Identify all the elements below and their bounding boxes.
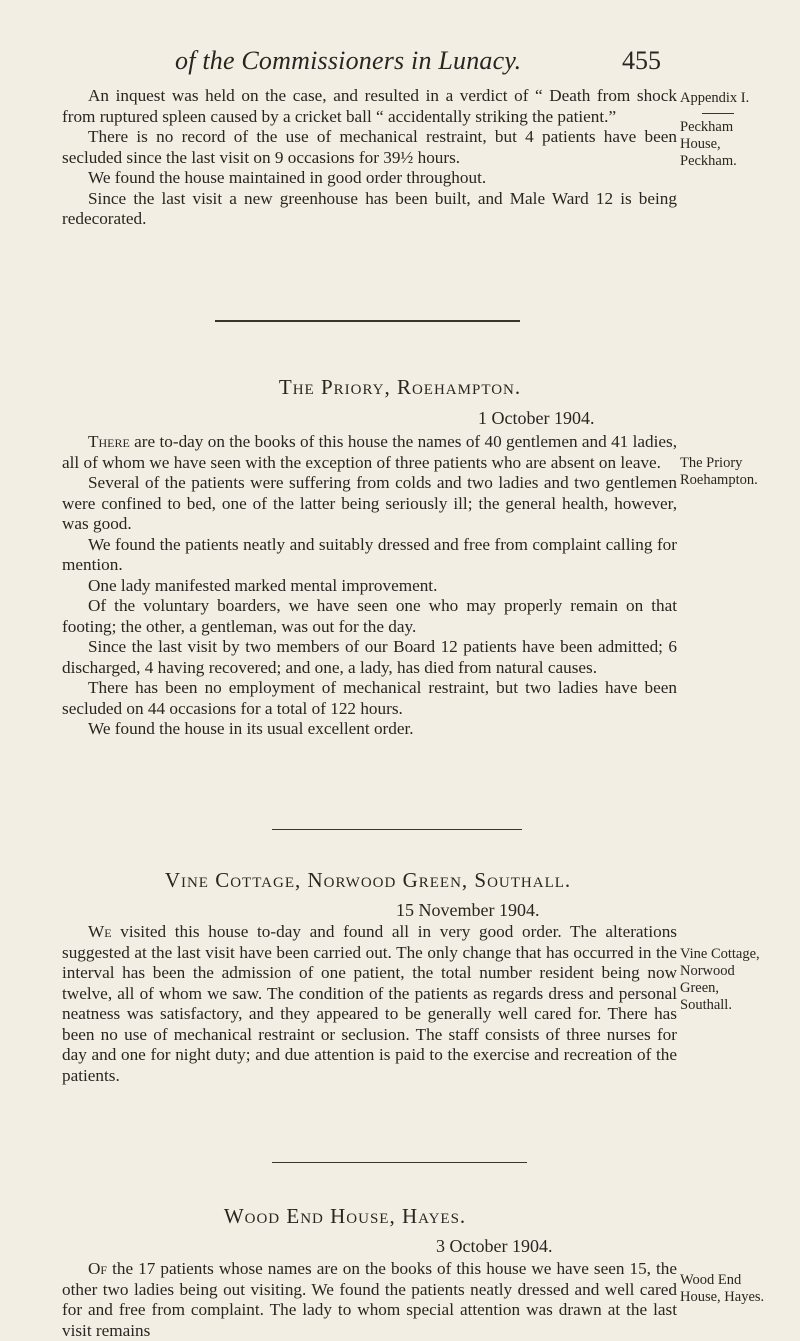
margin-note: Wood End bbox=[680, 1272, 742, 1288]
section-priory-margin bbox=[680, 455, 798, 489]
paragraph-text: visited this house to-day and found all in very good order. The alterations suggested at the last visit have been carried out. The only change that has occurred in the interval has been the admission of one patient, the total number resident being now twelve, all of whom we saw. The condition of the patients as regards dress and personal neatness was satisfactory, and they appeared to be generally well cared for. There has been no use of mechanical restraint or seclusion. The staff consists of three nurses for day and one for night duty; and due attention is paid to the exercise and recreation of the patients. bbox=[62, 922, 677, 1085]
section-peckham-margin bbox=[680, 90, 798, 170]
margin-note: Roehampton. bbox=[680, 472, 758, 488]
section-priory-body bbox=[62, 432, 677, 740]
section-peckham-body bbox=[62, 86, 677, 230]
section-divider bbox=[272, 1162, 527, 1163]
margin-note: Green, bbox=[680, 980, 720, 996]
running-title: of the Commissioners in Lunacy. bbox=[175, 46, 522, 75]
section-title-vine-cottage: Vine Cottage, Norwood Green, Southall. bbox=[164, 868, 572, 892]
section-date-priory: 1 October 1904. bbox=[478, 408, 595, 428]
margin-note: Vine Cottage, bbox=[680, 946, 760, 962]
margin-dash bbox=[702, 113, 734, 114]
paragraph: Several of the patients were suffering from colds and two ladies and two gentlemen were confined to bed, one of the latter being seriously ill; the general health, however, was good. bbox=[62, 473, 677, 533]
paragraph: Of the voluntary boarders, we have seen one who may properly remain on that footing; the other, a gentleman, was out for the day. bbox=[62, 596, 677, 636]
paragraph bbox=[62, 1259, 677, 1341]
section-date-vine-cottage: 15 November 1904. bbox=[396, 900, 540, 920]
lead-word: There bbox=[88, 432, 130, 451]
margin-note: Appendix I. bbox=[680, 90, 750, 106]
section-vine-cottage-margin bbox=[680, 946, 798, 1014]
paragraph-text: the 17 patients whose names are on the books of this house we have seen 15, the other two ladies being out visiting. We found the patients neatly dressed and well cared for and free from complaint. The lady to whom special attention was drawn at the last visit remains bbox=[62, 1259, 677, 1340]
lead-word: We bbox=[88, 922, 112, 941]
section-divider bbox=[272, 829, 522, 830]
section-wood-end-margin bbox=[680, 1272, 798, 1306]
paragraph: An inquest was held on the case, and resulted in a verdict of “ Death from shock from ruptured spleen caused by a cricket ball “ accidentally striking the patient.” bbox=[62, 86, 677, 126]
paragraph bbox=[62, 432, 677, 473]
paragraph: Since the last visit by two members of our Board 12 patients have been admitted; 6 discharged, 4 having recovered; and one, a lady, has died from natural causes. bbox=[62, 637, 677, 677]
paragraph: We found the house maintained in good order throughout. bbox=[88, 168, 487, 187]
margin-note: The Priory bbox=[680, 455, 743, 471]
margin-note: House, Hayes. bbox=[680, 1289, 765, 1305]
paragraph bbox=[62, 922, 677, 1086]
paragraph-text: are to-day on the books of this house the names of 40 gentlemen and 41 ladies, all of whom we have seen with the exception of three patients who are absent on leave. bbox=[62, 432, 677, 472]
section-divider bbox=[215, 320, 520, 322]
margin-note: House, bbox=[680, 136, 721, 152]
paragraph: We found the house in its usual excellent order. bbox=[88, 719, 414, 738]
lead-word: Of bbox=[88, 1259, 108, 1278]
margin-note: Peckham bbox=[680, 119, 734, 135]
page-number: 455 bbox=[622, 46, 661, 75]
paragraph: We found the patients neatly and suitably dressed and free from complaint calling for mention. bbox=[62, 534, 677, 574]
paragraph: Since the last visit a new greenhouse has been built, and Male Ward 12 is being redecorated. bbox=[62, 188, 677, 228]
section-vine-cottage-body bbox=[62, 922, 677, 1086]
section-date-wood-end: 3 October 1904. bbox=[436, 1236, 553, 1256]
section-title-wood-end: Wood End House, Hayes. bbox=[223, 1204, 467, 1228]
paragraph: There has been no employment of mechanical restraint, but two ladies have been secluded on 44 occasions for a total of 122 hours. bbox=[62, 678, 677, 718]
margin-note: Peckham. bbox=[680, 153, 737, 169]
section-title-priory: The Priory, Roehampton. bbox=[278, 375, 522, 399]
running-head bbox=[0, 46, 800, 86]
margin-note: Southall. bbox=[680, 997, 732, 1013]
paragraph: There is no record of the use of mechanical restraint, but 4 patients have been secluded since the last visit on 9 occasions for 39½ hours. bbox=[62, 127, 677, 167]
margin-note: Norwood bbox=[680, 963, 735, 979]
paragraph: One lady manifested marked mental improvement. bbox=[88, 575, 438, 595]
section-wood-end-body bbox=[62, 1259, 677, 1341]
